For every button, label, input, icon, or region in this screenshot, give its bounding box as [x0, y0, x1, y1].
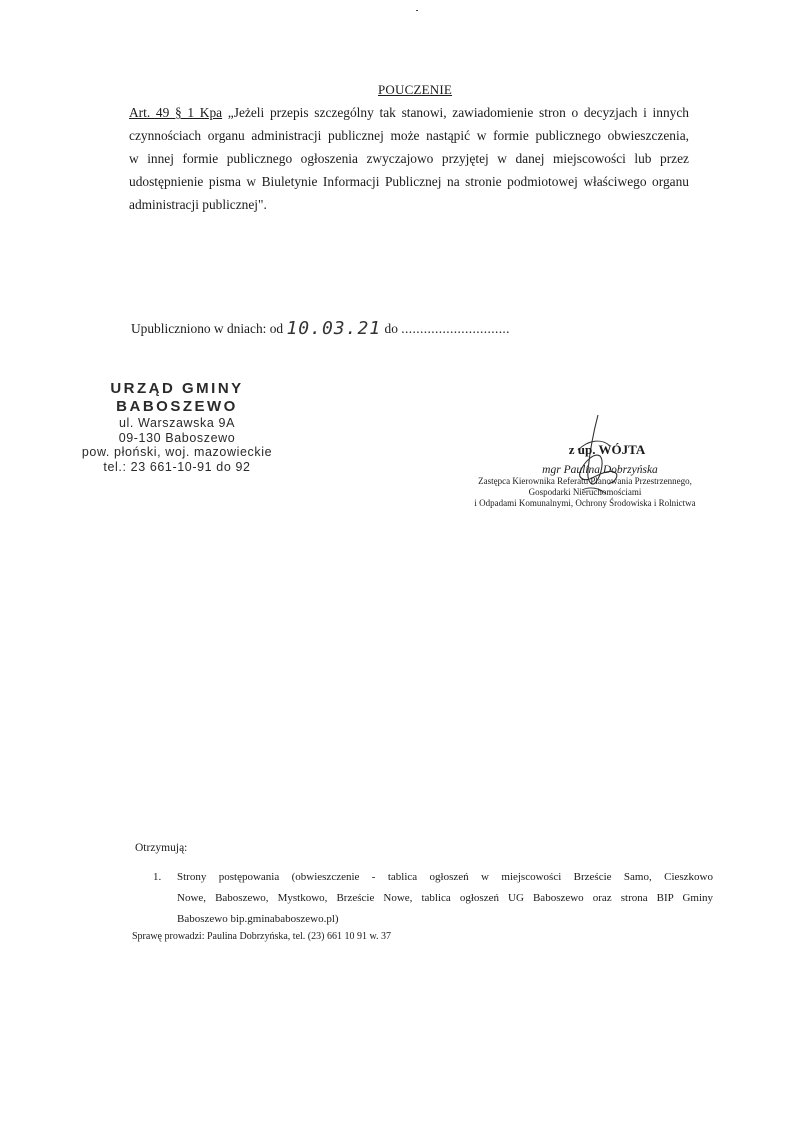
notice-line-1: Art. 49 § 1 Kpa „Jeżeli przepis szczególny tak stanowi, zawiadomienie stron o decyzjach i innych — [129, 105, 689, 120]
signature-on-behalf: z up. WÓJTA — [568, 442, 646, 457]
notice-line-4: udostępnienie pisma w Biuletynie Informacji Publicznej na stronie podmiotowej właściwego organu — [129, 174, 689, 189]
stamp-district: pow. płoński, woj. mazowieckie — [81, 445, 273, 459]
publication-to-date: ............................. — [401, 321, 510, 336]
notice-heading: POUCZENIE — [378, 82, 453, 97]
publication-label: Upubliczniono w dniach: od — [131, 321, 287, 336]
recipient-text — [177, 867, 713, 930]
signature-role-2: Gospodarki Nieruchomościami — [528, 487, 642, 497]
scan-speck — [416, 10, 418, 11]
recipient-line-2: Nowe, Baboszewo, Mystkowo, Brzeście Nowe, tablica ogłoszeń UG Baboszewo oraz strona BIP Gminy — [177, 892, 713, 904]
stamp-name: BABOSZEWO — [116, 398, 238, 415]
notice-line-3: w innej formie publicznego ogłoszenia zwyczajowo przyjętej w danej miejscowości lub przez — [129, 151, 689, 166]
stamp-street: ul. Warszawska 9A — [118, 416, 236, 430]
publication-from-date: 10.03.21 — [286, 318, 382, 339]
publication-dates — [131, 317, 510, 338]
stamp-office: URZĄD GMINY — [110, 380, 244, 397]
signature-role-3: i Odpadami Komunalnymi, Ochrony Środowiska i Rolnictwa — [474, 498, 696, 508]
signature-name: mgr Paulina Dobrzyńska — [542, 464, 658, 476]
recipient-item — [153, 867, 713, 930]
handled-by: Sprawę prowadzi: Paulina Dobrzyńska, tel. (23) 661 10 91 w. 37 — [132, 931, 392, 942]
signature-role-1: Zastępca Kierownika Referatu Planowania Przestrzennego, — [478, 476, 692, 486]
recipients-label: Otrzymują: — [135, 842, 188, 854]
stamp-phone: tel.: 23 661-10-91 do 92 — [103, 459, 251, 474]
notice-line-2: czynnościach organu administracji publicznej może nastąpić w formie publicznego obwieszczenia, — [129, 128, 689, 143]
signature-block — [470, 442, 700, 509]
recipient-number: 1. — [153, 871, 162, 883]
publication-to-label: do — [381, 321, 402, 336]
article-reference: Art. 49 § 1 Kpa — [129, 105, 223, 120]
stamp-postal: 09-130 Baboszewo — [118, 430, 236, 445]
notice-line-5: administracji publicznej". — [129, 197, 267, 212]
recipient-line-3: Baboszewo bip.gminababoszewo.pl) — [177, 913, 339, 925]
recipient-line-1: Strony postępowania (obwieszczenie - tablica ogłoszeń w miejscowości Brzeście Samo, Cieszkowo — [177, 871, 713, 883]
notice-body — [129, 101, 689, 216]
office-stamp — [62, 380, 292, 474]
